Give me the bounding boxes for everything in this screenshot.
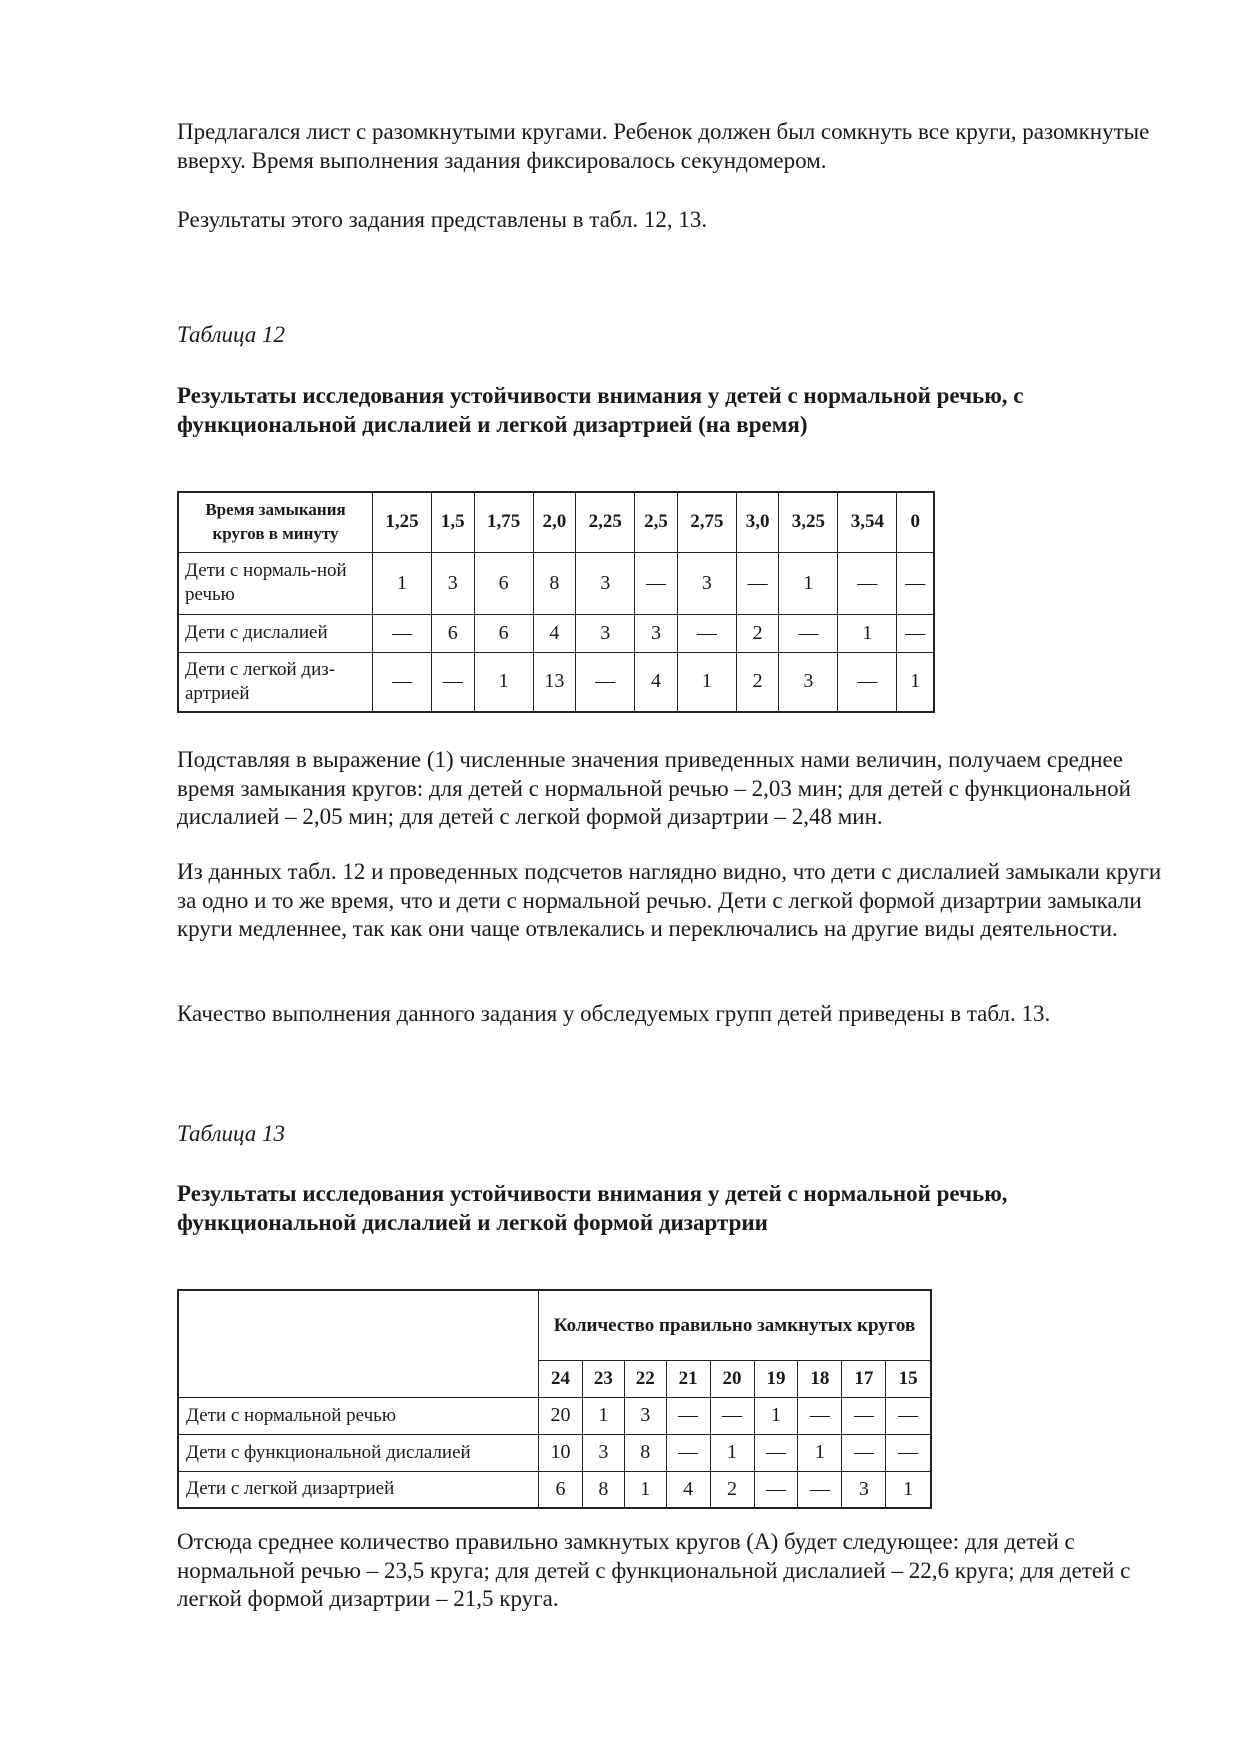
table-cell: — xyxy=(897,614,934,652)
table-cell: 3 xyxy=(431,552,474,614)
table-13-col-header: 22 xyxy=(624,1360,666,1397)
table-12-header-row xyxy=(178,492,934,552)
table-cell: 1 xyxy=(677,652,736,712)
table-12-col-header: 3,54 xyxy=(838,492,897,552)
table-13-col-header: 18 xyxy=(798,1360,842,1397)
paragraph-average-count: Отсюда среднее количество правильно замкнутых кругов (А) будет следующее: для детей с нормальной речью – 23,5 круга; для детей с функциональной дислалией – 22,6 круга; для детей с легкой формой дизартрии – 21,5 круга. xyxy=(177,1529,1131,1611)
table-cell: 8 xyxy=(582,1471,624,1508)
paragraph-analysis: Из данных табл. 12 и проведенных подсчетов наглядно видно, что дети с дислалией замыкали круги за одно и то же время, что и дети с нормальной речью. Дети с легкой формой дизартрии замыкали круги медленнее, так как они чаще отвлекались и переключались на другие виды деятельности. xyxy=(177,859,1162,941)
table-12-col-header: 2,0 xyxy=(533,492,576,552)
table-12-col-header: 3,25 xyxy=(779,492,838,552)
table-cell: — xyxy=(635,552,678,614)
table-cell: — xyxy=(838,652,897,712)
table-cell: — xyxy=(779,614,838,652)
table-12-header-label: Время замыкания кругов в минуту xyxy=(178,492,373,552)
table-cell: 4 xyxy=(533,614,576,652)
table-cell: 8 xyxy=(533,552,576,614)
table-cell: 1 xyxy=(838,614,897,652)
table-12-caption: Таблица 12 xyxy=(177,322,286,347)
table-cell: — xyxy=(373,652,432,712)
table-cell: — xyxy=(666,1397,710,1434)
table-cell: 10 xyxy=(539,1434,583,1471)
table-12-row-label: Дети с дислалией xyxy=(178,614,373,652)
table-cell: 6 xyxy=(539,1471,583,1508)
table-13-caption: Таблица 13 xyxy=(177,1121,286,1146)
table-cell: — xyxy=(710,1397,754,1434)
table-12-col-header: 0 xyxy=(897,492,934,552)
table-cell: — xyxy=(886,1434,931,1471)
table-13-col-header: 23 xyxy=(582,1360,624,1397)
table-cell: — xyxy=(838,552,897,614)
paragraph-results-ref: Результаты этого задания представлены в табл. 12, 13. xyxy=(177,207,708,232)
table-cell: 2 xyxy=(736,652,779,712)
table-cell: 3 xyxy=(576,614,635,652)
table-12 xyxy=(177,491,935,713)
table-row xyxy=(178,1397,931,1434)
table-13-row-label: Дети с функциональной дислалией xyxy=(178,1434,539,1471)
table-cell: — xyxy=(897,552,934,614)
table-cell: 1 xyxy=(373,552,432,614)
table-13-col-header: 24 xyxy=(539,1360,583,1397)
table-13-col-header: 20 xyxy=(710,1360,754,1397)
table-cell: 1 xyxy=(897,652,934,712)
table-cell: 3 xyxy=(624,1397,666,1434)
table-cell: 3 xyxy=(635,614,678,652)
table-row xyxy=(178,652,934,712)
table-row xyxy=(178,1434,931,1471)
table-cell: — xyxy=(736,552,779,614)
table-12-col-header: 2,5 xyxy=(635,492,678,552)
table-13-row-label: Дети с нормальной речью xyxy=(178,1397,539,1434)
table-13-title: Результаты исследования устойчивости внимания у детей с нормальной речью, функциональной дислалией и легкой формой дизартрии xyxy=(177,1181,1008,1235)
table-cell: — xyxy=(798,1471,842,1508)
table-cell: 1 xyxy=(798,1434,842,1471)
table-13-group-header: Количество правильно замкнутых кругов xyxy=(539,1290,932,1360)
table-12-col-header: 3,0 xyxy=(736,492,779,552)
table-13-group-header-row xyxy=(178,1290,931,1360)
table-cell: — xyxy=(431,652,474,712)
table-cell: 6 xyxy=(474,552,533,614)
paragraph-quality-ref: Качество выполнения данного задания у обследуемых групп детей приведены в табл. 13. xyxy=(177,1001,1051,1026)
paragraph-average-time: Подставляя в выражение (1) численные значения приведенных нами величин, получаем среднее время замыкания кругов: для детей с нормальной речью – 2,03 мин; для детей с функциональной дислалией – 2,05 мин; для детей с легкой формой дизартрии – 2,48 мин. xyxy=(177,747,1131,829)
table-cell: 13 xyxy=(533,652,576,712)
table-cell: 1 xyxy=(474,652,533,712)
table-cell: — xyxy=(666,1434,710,1471)
table-cell: — xyxy=(842,1434,886,1471)
table-cell: 1 xyxy=(582,1397,624,1434)
table-cell: 1 xyxy=(754,1397,798,1434)
table-cell: 3 xyxy=(779,652,838,712)
table-cell: 3 xyxy=(842,1471,886,1508)
table-12-title: Результаты исследования устойчивости внимания у детей с нормальной речью, с функциональной дислалией и легкой дизартрией (на время) xyxy=(177,383,1024,437)
table-cell: 1 xyxy=(710,1434,754,1471)
table-13-row-label: Дети с легкой дизартрией xyxy=(178,1471,539,1508)
table-12-col-header: 1,75 xyxy=(474,492,533,552)
table-cell: 3 xyxy=(582,1434,624,1471)
table-row xyxy=(178,614,934,652)
table-cell: 1 xyxy=(624,1471,666,1508)
table-13-col-header: 15 xyxy=(886,1360,931,1397)
table-row xyxy=(178,552,934,614)
table-cell: — xyxy=(842,1397,886,1434)
table-13-col-header: 21 xyxy=(666,1360,710,1397)
table-cell: — xyxy=(576,652,635,712)
table-cell: 6 xyxy=(474,614,533,652)
table-cell: — xyxy=(754,1471,798,1508)
table-cell: 3 xyxy=(576,552,635,614)
table-cell: 1 xyxy=(779,552,838,614)
table-cell: 1 xyxy=(886,1471,931,1508)
table-cell: 4 xyxy=(666,1471,710,1508)
table-13-corner-cell xyxy=(178,1290,539,1397)
table-cell: 2 xyxy=(736,614,779,652)
table-cell: 20 xyxy=(539,1397,583,1434)
table-cell: — xyxy=(886,1397,931,1434)
table-12-col-header: 1,25 xyxy=(373,492,432,552)
table-cell: — xyxy=(798,1397,842,1434)
table-13-col-header: 19 xyxy=(754,1360,798,1397)
table-cell: 6 xyxy=(431,614,474,652)
table-12-col-header: 1,5 xyxy=(431,492,474,552)
table-13-col-header: 17 xyxy=(842,1360,886,1397)
table-cell: — xyxy=(754,1434,798,1471)
table-13 xyxy=(177,1289,932,1509)
table-cell: 8 xyxy=(624,1434,666,1471)
table-cell: — xyxy=(677,614,736,652)
paragraph-intro: Предлагался лист с разомкнутыми кругами. Ребенок должен был сомкнуть все круги, разомкнутые вверху. Время выполнения задания фиксировалось секундомером. xyxy=(177,119,1150,173)
table-cell: 4 xyxy=(635,652,678,712)
table-12-row-label: Дети с нормаль-ной речью xyxy=(178,552,373,614)
table-12-col-header: 2,25 xyxy=(576,492,635,552)
table-cell: — xyxy=(373,614,432,652)
table-cell: 2 xyxy=(710,1471,754,1508)
table-cell: 3 xyxy=(677,552,736,614)
table-row xyxy=(178,1471,931,1508)
table-12-col-header: 2,75 xyxy=(677,492,736,552)
table-12-row-label: Дети с легкой диз-артрией xyxy=(178,652,373,712)
